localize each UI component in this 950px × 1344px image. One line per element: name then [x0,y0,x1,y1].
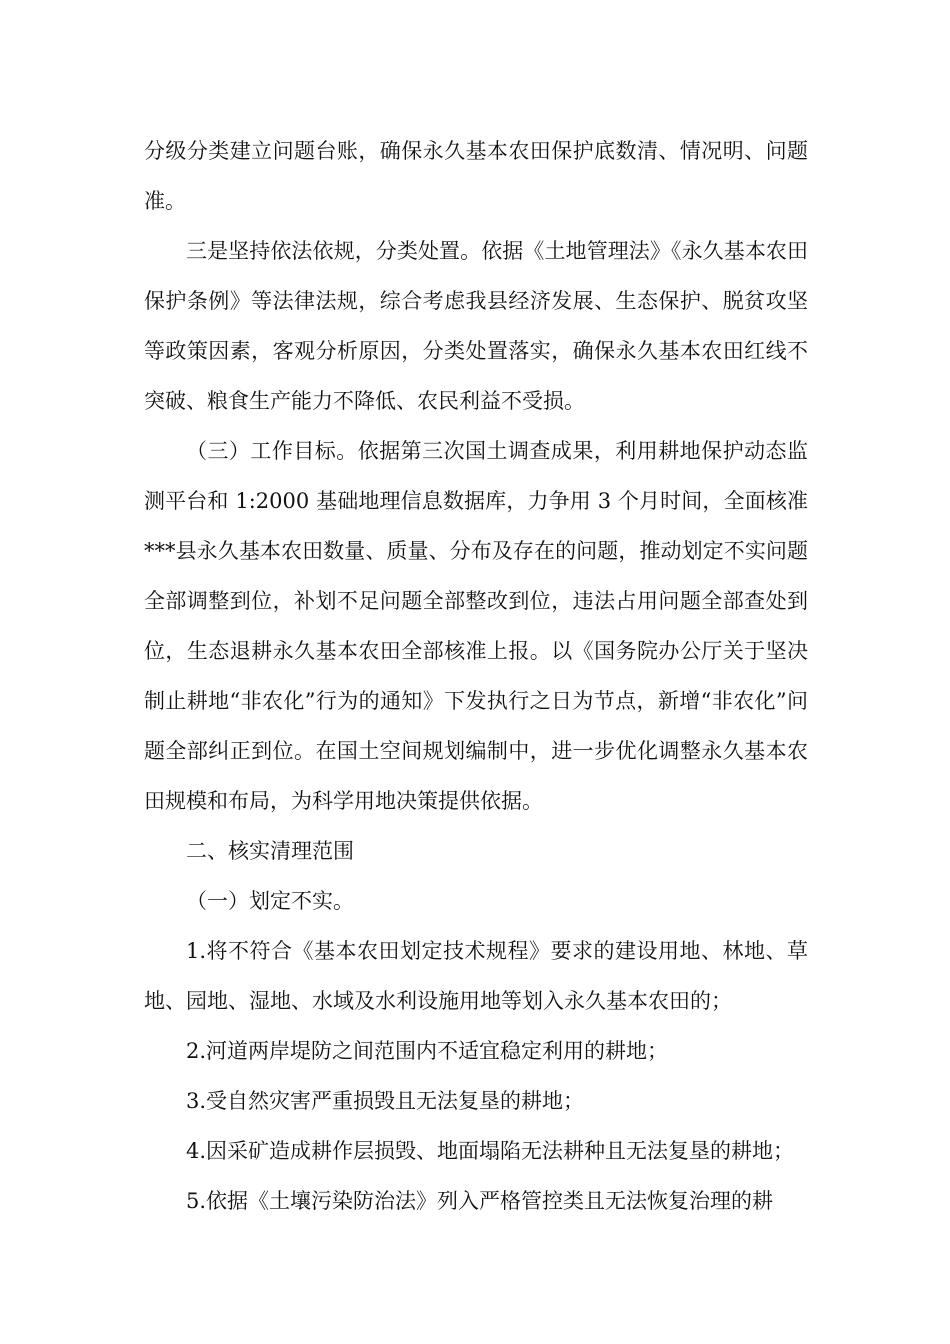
paragraph-principle-three: 三是坚持依法依规，分类处置。依据《土地管理法》《永久基本农田保护条例》等法律法规，综合考虑我县经济发展、生态保护、脱贫攻坚等政策因素，客观分析原因，分类处置落实，确保永久基本农田红线不突破、粮食生产能力不降低、农民利益不受损。 [144,239,808,413]
list-item-3: 3.受自然灾害严重损毁且无法复垦的耕地； [186,1089,585,1113]
document-body [144,126,808,1226]
subsection-heading-inaccurate: （一）划定不实。 [186,889,354,913]
list-item-5: 5.依据《土壤污染防治法》列入严格管控类且无法恢复治理的耕 [186,1189,774,1213]
list-item-2: 2.河道两岸堤防之间范围内不适宜稳定利用的耕地； [186,1039,669,1063]
list-item-1: 1.将不符合《基本农田划定技术规程》要求的建设用地、林地、草地、园地、湿地、水域及水利设施用地等划入永久基本农田的； [144,939,808,1013]
list-item-4: 4.因采矿造成耕作层损毁、地面塌陷无法耕种且无法复垦的耕地； [186,1139,795,1163]
paragraph-continuation: 分级分类建立问题台账，确保永久基本农田保护底数清、情况明、问题准。 [144,139,808,213]
section-heading-scope: 二、核实清理范围 [186,839,354,863]
paragraph-work-goals: （三）工作目标。依据第三次国土调查成果，利用耕地保护动态监测平台和 1:2000 基础地理信息数据库，力争用 3 个月时间，全面核准***县永久基本农田数量、质量、分布及存在的问题，推动划定不实问题全部调整到位，补划不足问题全部整改到位，违法占用问题全部查处到位，生态退耕永久基本农田全部核准上报。以《国务院办公厅关于坚决制止耕地“非农化”行为的通知》下发执行之日为节点，新增“非农化”问题全部纠正到位。在国土空间规划编制中，进一步优化调整永久基本农田规模和布局，为科学用地决策提供依据。 [144,439,808,813]
